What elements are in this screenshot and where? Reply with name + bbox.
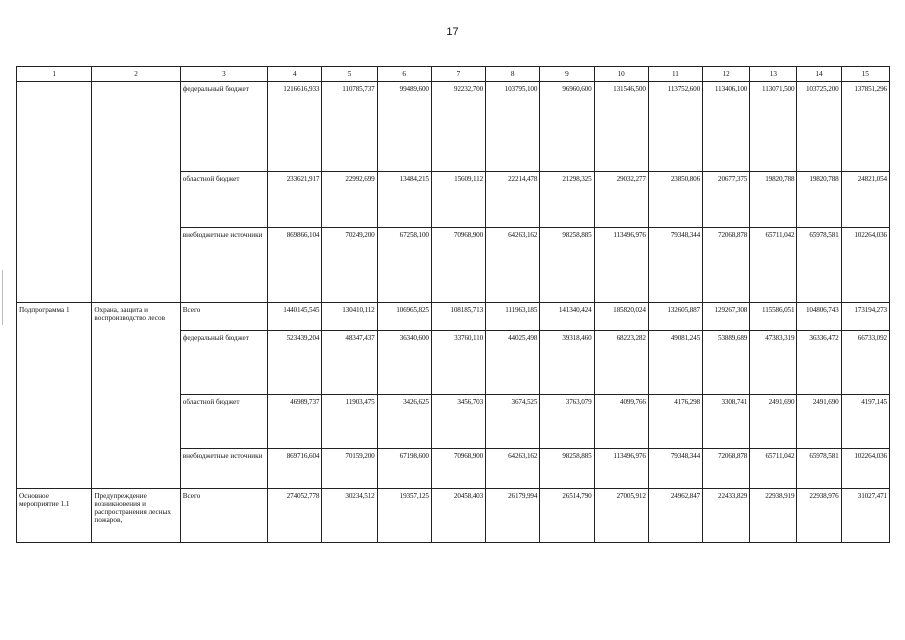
table-row bbox=[17, 489, 890, 543]
value-cell: 130410,112 bbox=[322, 303, 377, 331]
column-header: 15 bbox=[841, 67, 889, 82]
value-cell: 13484,215 bbox=[377, 172, 431, 228]
budget-table bbox=[16, 66, 890, 543]
value-cell: 115586,051 bbox=[750, 303, 797, 331]
value-cell: 108185,713 bbox=[431, 303, 485, 331]
value-cell: 21298,325 bbox=[540, 172, 594, 228]
value-cell: 11903,475 bbox=[322, 395, 377, 449]
value-cell: 19357,125 bbox=[377, 489, 431, 543]
value-cell: 4176,298 bbox=[648, 395, 702, 449]
value-cell: 3308,741 bbox=[703, 395, 750, 449]
value-cell: 72068,878 bbox=[703, 228, 750, 303]
column-header: 11 bbox=[648, 67, 702, 82]
value-cell: 98258,885 bbox=[540, 228, 594, 303]
value-cell: 24962,847 bbox=[648, 489, 702, 543]
value-cell: 869716,604 bbox=[268, 449, 322, 489]
value-cell: 233621,917 bbox=[268, 172, 322, 228]
value-cell: 29032,277 bbox=[594, 172, 648, 228]
value-cell: 22992,699 bbox=[322, 172, 377, 228]
value-cell: 103725,200 bbox=[797, 82, 841, 172]
column-header: 8 bbox=[486, 67, 540, 82]
value-cell: 47383,319 bbox=[750, 331, 797, 395]
value-cell: 20458,403 bbox=[431, 489, 485, 543]
value-cell: 1440145,545 bbox=[268, 303, 322, 331]
value-cell: 64263,162 bbox=[486, 449, 540, 489]
value-cell: 22938,919 bbox=[750, 489, 797, 543]
funding-source-cell: внебюджетные источники bbox=[180, 228, 267, 303]
column-header: 14 bbox=[797, 67, 841, 82]
column-header: 2 bbox=[92, 67, 180, 82]
value-cell: 39318,460 bbox=[540, 331, 594, 395]
funding-source-cell: Всего bbox=[180, 489, 267, 543]
value-cell: 36340,600 bbox=[377, 331, 431, 395]
value-cell: 3456,703 bbox=[431, 395, 485, 449]
column-header: 13 bbox=[750, 67, 797, 82]
table-row bbox=[17, 82, 890, 172]
value-cell: 30234,512 bbox=[322, 489, 377, 543]
value-cell: 129267,308 bbox=[703, 303, 750, 331]
value-cell: 64263,162 bbox=[486, 228, 540, 303]
value-cell: 102264,036 bbox=[841, 228, 889, 303]
column-header: 1 bbox=[17, 67, 92, 82]
value-cell: 2491,690 bbox=[750, 395, 797, 449]
value-cell: 274052,778 bbox=[268, 489, 322, 543]
funding-source-cell: Всего bbox=[180, 303, 267, 331]
value-cell: 22433,829 bbox=[703, 489, 750, 543]
value-cell: 31027,471 bbox=[841, 489, 889, 543]
value-cell: 67258,100 bbox=[377, 228, 431, 303]
column-header: 10 bbox=[594, 67, 648, 82]
value-cell: 65711,042 bbox=[750, 449, 797, 489]
value-cell: 26514,790 bbox=[540, 489, 594, 543]
value-cell: 23850,806 bbox=[648, 172, 702, 228]
scan-margin-mark bbox=[2, 270, 3, 325]
value-cell: 98258,885 bbox=[540, 449, 594, 489]
value-cell: 103795,100 bbox=[486, 82, 540, 172]
value-cell: 1216616,933 bbox=[268, 82, 322, 172]
value-cell: 26179,994 bbox=[486, 489, 540, 543]
value-cell: 44025,498 bbox=[486, 331, 540, 395]
value-cell: 68223,282 bbox=[594, 331, 648, 395]
value-cell: 131546,500 bbox=[594, 82, 648, 172]
value-cell: 19820,788 bbox=[797, 172, 841, 228]
value-cell: 104806,743 bbox=[797, 303, 841, 331]
value-cell: 48347,437 bbox=[322, 331, 377, 395]
value-cell: 3426,625 bbox=[377, 395, 431, 449]
value-cell: 99489,600 bbox=[377, 82, 431, 172]
column-header: 12 bbox=[703, 67, 750, 82]
column-header: 3 bbox=[180, 67, 267, 82]
value-cell: 70249,200 bbox=[322, 228, 377, 303]
value-cell: 46989,737 bbox=[268, 395, 322, 449]
value-cell: 70968,900 bbox=[431, 449, 485, 489]
value-cell: 15609,112 bbox=[431, 172, 485, 228]
column-header: 7 bbox=[431, 67, 485, 82]
column-header: 6 bbox=[377, 67, 431, 82]
funding-source-cell: областной бюджет bbox=[180, 172, 267, 228]
value-cell: 49081,245 bbox=[648, 331, 702, 395]
value-cell: 19820,788 bbox=[750, 172, 797, 228]
program-title-cell: Предупреждение возникновения и распространения лесных пожаров, bbox=[92, 489, 180, 543]
value-cell: 113071,500 bbox=[750, 82, 797, 172]
value-cell: 113752,600 bbox=[648, 82, 702, 172]
value-cell: 79348,344 bbox=[648, 449, 702, 489]
value-cell: 20677,375 bbox=[703, 172, 750, 228]
value-cell: 72068,878 bbox=[703, 449, 750, 489]
value-cell: 66733,092 bbox=[841, 331, 889, 395]
value-cell: 869866,104 bbox=[268, 228, 322, 303]
value-cell: 141340,424 bbox=[540, 303, 594, 331]
value-cell: 53889,689 bbox=[703, 331, 750, 395]
value-cell: 96960,600 bbox=[540, 82, 594, 172]
value-cell: 24821,054 bbox=[841, 172, 889, 228]
value-cell: 185820,024 bbox=[594, 303, 648, 331]
value-cell: 33760,110 bbox=[431, 331, 485, 395]
value-cell: 67198,600 bbox=[377, 449, 431, 489]
page-number: 17 bbox=[446, 26, 459, 38]
program-name-cell: Основное мероприятие 1.1 bbox=[17, 489, 92, 543]
value-cell: 79348,344 bbox=[648, 228, 702, 303]
funding-source-cell: областной бюджет bbox=[180, 395, 267, 449]
value-cell: 110785,737 bbox=[322, 82, 377, 172]
funding-source-cell: внебюджетные источники bbox=[180, 449, 267, 489]
value-cell: 137851,296 bbox=[841, 82, 889, 172]
program-name-cell: Подпрограмма 1 bbox=[17, 303, 92, 489]
value-cell: 27005,912 bbox=[594, 489, 648, 543]
value-cell: 102264,036 bbox=[841, 449, 889, 489]
funding-source-cell: федеральный бюджет bbox=[180, 82, 267, 172]
value-cell: 65711,042 bbox=[750, 228, 797, 303]
column-header: 5 bbox=[322, 67, 377, 82]
value-cell: 113496,976 bbox=[594, 228, 648, 303]
table-row bbox=[17, 303, 890, 331]
value-cell: 111963,185 bbox=[486, 303, 540, 331]
funding-source-cell: федеральный бюджет bbox=[180, 331, 267, 395]
value-cell: 4197,145 bbox=[841, 395, 889, 449]
value-cell: 36336,472 bbox=[797, 331, 841, 395]
value-cell: 22938,976 bbox=[797, 489, 841, 543]
value-cell: 173194,273 bbox=[841, 303, 889, 331]
value-cell: 4099,766 bbox=[594, 395, 648, 449]
value-cell: 65978,581 bbox=[797, 449, 841, 489]
value-cell: 3674,525 bbox=[486, 395, 540, 449]
program-title-cell bbox=[92, 82, 180, 303]
value-cell: 3763,079 bbox=[540, 395, 594, 449]
value-cell: 113406,100 bbox=[703, 82, 750, 172]
column-header: 4 bbox=[268, 67, 322, 82]
value-cell: 92232,700 bbox=[431, 82, 485, 172]
value-cell: 113496,976 bbox=[594, 449, 648, 489]
value-cell: 70968,900 bbox=[431, 228, 485, 303]
header-row bbox=[17, 67, 890, 82]
value-cell: 22214,478 bbox=[486, 172, 540, 228]
value-cell: 2491,690 bbox=[797, 395, 841, 449]
column-header: 9 bbox=[540, 67, 594, 82]
value-cell: 523439,204 bbox=[268, 331, 322, 395]
value-cell: 132605,887 bbox=[648, 303, 702, 331]
value-cell: 65978,581 bbox=[797, 228, 841, 303]
program-title-cell: Охрана, защита и воспроизводство лесов bbox=[92, 303, 180, 489]
value-cell: 70159,200 bbox=[322, 449, 377, 489]
program-name-cell bbox=[17, 82, 92, 303]
value-cell: 106965,825 bbox=[377, 303, 431, 331]
